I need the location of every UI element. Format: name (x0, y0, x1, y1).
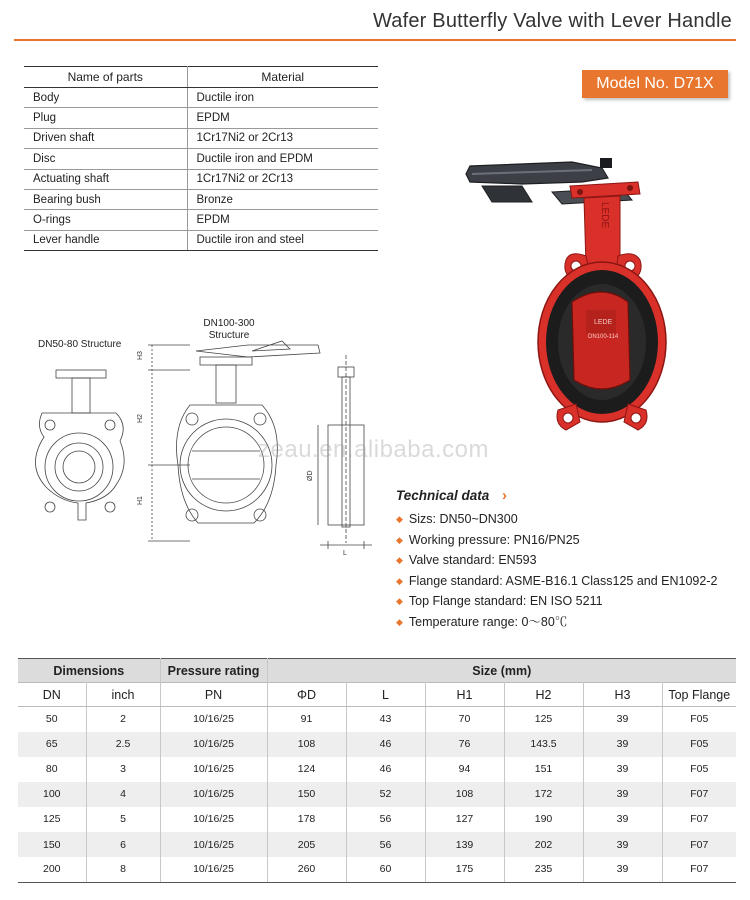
cell-pn: 10/16/25 (160, 732, 267, 757)
part-name: Plug (24, 108, 187, 128)
cell-h1: 70 (425, 707, 504, 732)
cell-top-flange: F07 (662, 782, 736, 807)
cell-dn: 50 (18, 707, 86, 732)
part-name: Lever handle (24, 230, 187, 250)
dimensions-table (18, 658, 736, 883)
diamond-bullet-icon: ◆ (396, 616, 403, 627)
part-material: Ductile iron (187, 88, 378, 108)
cell-l: 52 (346, 782, 425, 807)
list-item (396, 509, 717, 530)
large-structure-label-line2: Structure (208, 330, 250, 341)
group-header-dimensions: Dimensions (18, 659, 160, 683)
tech-item-text: Top Flange standard: EN ISO 5211 (408, 594, 603, 609)
list-item (396, 571, 717, 592)
diamond-bullet-icon: ◆ (396, 514, 403, 524)
cell-inch: 3 (86, 757, 160, 782)
table-row (24, 189, 378, 209)
col-header-h3: H3 (583, 683, 662, 707)
cell-od: 91 (267, 707, 346, 732)
cell-h2: 172 (504, 782, 583, 807)
part-name: Driven shaft (24, 128, 187, 148)
technical-data-list (396, 509, 717, 633)
cell-h3: 39 (583, 832, 662, 857)
col-header-inch: inch (86, 683, 160, 707)
table-row (18, 807, 736, 832)
diamond-bullet-icon: ◆ (396, 534, 403, 545)
part-material: 1Cr17Ni2 or 2Cr13 (187, 128, 378, 148)
table-row (24, 230, 378, 250)
cell-pn: 10/16/25 (160, 807, 267, 832)
cell-h2: 202 (504, 832, 583, 857)
dim-h2-label: H2 (137, 414, 144, 423)
cell-inch: 2 (86, 707, 160, 732)
model-number-badge: Model No. D71X (582, 70, 728, 98)
cell-dn: 125 (18, 807, 86, 832)
part-name: Bearing bush (24, 189, 187, 209)
col-header-h2: H2 (504, 683, 583, 707)
group-header-pressure: Pressure rating (160, 659, 267, 683)
page-title: Wafer Butterfly Valve with Lever Handle (372, 10, 732, 32)
part-material: Ductile iron and steel (187, 230, 378, 250)
cell-inch: 4 (86, 782, 160, 807)
cell-h1: 76 (425, 732, 504, 757)
dim-l-label: L (343, 550, 347, 557)
cell-dn: 200 (18, 857, 86, 882)
cell-pn: 10/16/25 (160, 782, 267, 807)
small-valve-drawing (35, 370, 124, 520)
chevron-right-icon: › (502, 487, 507, 504)
cell-inch: 2.5 (86, 732, 160, 757)
cell-dn: 65 (18, 732, 86, 757)
part-material: EPDM (187, 210, 378, 230)
cell-h3: 39 (583, 707, 662, 732)
cell-dn: 100 (18, 782, 86, 807)
group-header-size: Size (mm) (267, 659, 736, 683)
cell-od: 108 (267, 732, 346, 757)
cell-h1: 108 (425, 782, 504, 807)
cell-h3: 39 (583, 732, 662, 757)
cell-top-flange: F05 (690, 763, 709, 776)
dim-od-label: ØD (307, 470, 314, 481)
table-row (24, 128, 378, 148)
table-row (18, 782, 736, 807)
cell-l: 43 (346, 707, 425, 732)
cell-dn: 80 (18, 757, 86, 782)
dimensions-column-header (18, 683, 736, 707)
parts-header-name: Name of parts (24, 67, 187, 88)
cell-h1: 175 (425, 857, 504, 882)
technical-data-heading: Technical data (396, 488, 490, 503)
cell-h2: 143.5 (504, 732, 583, 757)
tech-item-text: Temperature range: 0～80℃ (408, 614, 568, 629)
part-material: 1Cr17Ni2 or 2Cr13 (187, 169, 378, 189)
col-header-pn: PN (160, 683, 267, 707)
tech-item-text: Flange standard: ASME-B16.1 Class125 and EN1092-2 (408, 573, 718, 588)
part-name: Actuating shaft (24, 169, 187, 189)
cell-h1: 139 (425, 832, 504, 857)
diamond-bullet-icon: ◆ (396, 596, 403, 607)
cell-l: 56 (346, 832, 425, 857)
table-row (18, 707, 736, 732)
cell-dn: 150 (18, 832, 86, 857)
cell-inch: 6 (86, 832, 160, 857)
table-row (18, 732, 736, 757)
cell-inch: 5 (86, 807, 160, 832)
cell-od: 124 (267, 757, 346, 782)
tech-item-text: Working pressure: PN16/PN25 (408, 532, 580, 547)
tech-item-text: Sizs: DN50~DN300 (408, 512, 518, 526)
list-item (396, 612, 717, 633)
diamond-bullet-icon: ◆ (396, 555, 403, 566)
dim-h3-label: H3 (137, 351, 144, 360)
cell-top-flange: F07 (662, 832, 736, 857)
watermark: zeau.en.alibaba.com (258, 436, 489, 463)
dimensions-table-body (18, 707, 736, 883)
table-row (18, 857, 736, 882)
dim-h1-label: H1 (137, 496, 144, 505)
cell-h3: 39 (583, 782, 662, 807)
cell-h2: 125 (504, 707, 583, 732)
col-header-l: L (346, 683, 425, 707)
table-row (24, 108, 378, 128)
part-name: O-rings (24, 210, 187, 230)
table-row (18, 757, 736, 782)
disc-marking-text: DN100-114 (588, 334, 619, 340)
table-row (24, 210, 378, 230)
cell-h2: 235 (504, 857, 583, 882)
parts-table-header (24, 67, 378, 88)
part-material: Bronze (187, 189, 378, 209)
list-item (396, 530, 717, 551)
large-structure-label-line1: DN100-300 (203, 318, 255, 329)
col-header-h1: H1 (425, 683, 504, 707)
parts-materials-table (24, 66, 378, 251)
title-divider (14, 39, 736, 41)
diamond-bullet-icon: ◆ (396, 575, 403, 586)
cell-top-flange: F05 (662, 732, 736, 757)
cell-od: 178 (267, 807, 346, 832)
dimensions-group-header (18, 659, 736, 683)
list-item (396, 550, 717, 571)
table-row (24, 88, 378, 108)
col-header-dn: DN (18, 683, 86, 707)
cell-od: 150 (267, 782, 346, 807)
cell-pn: 10/16/25 (160, 757, 267, 782)
valve-product-photo (462, 152, 682, 452)
cell-h3: 39 (583, 857, 662, 882)
cell-pn: 10/16/25 (160, 857, 267, 882)
large-structure-label (196, 318, 262, 342)
cell-od: 260 (267, 857, 346, 882)
col-header-top-flange: Top Flange (662, 683, 736, 707)
cell-pn: 10/16/25 (160, 707, 267, 732)
cell-h1: 94 (425, 757, 504, 782)
part-material: Ductile iron and EPDM (187, 149, 378, 169)
cell-h2: 151 (504, 757, 583, 782)
body-marking-text: LEDE (599, 202, 610, 229)
part-name: Disc (24, 149, 187, 169)
table-row (24, 169, 378, 189)
cell-h1: 127 (425, 807, 504, 832)
table-row (24, 149, 378, 169)
cell-top-flange: F07 (690, 813, 709, 826)
cell-l: 46 (346, 732, 425, 757)
list-item (396, 591, 717, 612)
cell-pn: 10/16/25 (160, 832, 267, 857)
table-row (18, 832, 736, 857)
cell-od: 205 (267, 832, 346, 857)
col-header-od: ΦD (267, 683, 346, 707)
cell-l: 60 (346, 857, 425, 882)
cell-h3: 39 (583, 807, 662, 832)
part-name: Body (24, 88, 187, 108)
small-structure-label: DN50-80 Structure (38, 339, 122, 350)
cell-l: 56 (346, 807, 425, 832)
cell-inch: 8 (86, 857, 160, 882)
cell-h2: 190 (504, 807, 583, 832)
cell-top-flange: F07 (662, 857, 736, 882)
cell-h3: 39 (583, 757, 662, 782)
cell-top-flange: F05 (690, 713, 709, 726)
parts-header-material: Material (187, 67, 378, 88)
cell-l: 46 (346, 757, 425, 782)
tech-item-text: Valve standard: EN593 (408, 553, 537, 568)
part-material: EPDM (187, 108, 378, 128)
disc-logo-text: LEDE (594, 319, 613, 326)
